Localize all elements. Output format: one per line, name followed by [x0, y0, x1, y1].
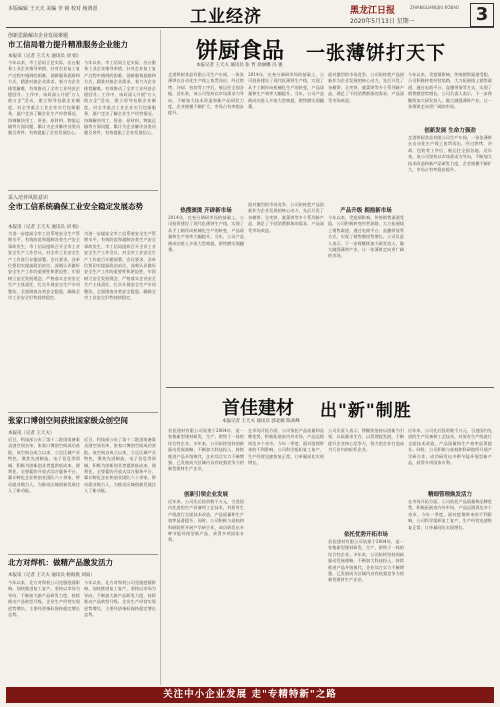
top-story-section-3: 创新发展 生命力强劲: [424, 128, 476, 134]
top-story-title-b: 一张薄饼打天下: [306, 42, 447, 64]
mid-rule: [166, 387, 494, 388]
article-2-kicker: 采入培养风险意识: [8, 195, 49, 201]
article-3-byline: 本报讯（记者 王天夫）: [8, 431, 55, 436]
top-story-section-2: 产品升级 拥抱新市场: [340, 208, 392, 214]
bottom-story-body-col-3: 公司负责人表示，将继续坚持以创新为引领，以质量求生存，以管理促发展，不断提升企业核心竞争力，努力把企业打造成为行业内的标杆企业。: [328, 428, 404, 453]
article-2-body-col-2: 为进一步提高全市工信系统安全生产管理水平，有效防范和遏制各类生产安全事故发生，市工信局组织召开全市工业安全生产工作会议，对全市工业安全生产工作进行专题部署。会议要求，各单位要切实提高政治站位，深刻认识做好安全生产工作的重要性和紧迫性，牢固树立安全发展理念，严格落实企业安全生产主体责任，扎实开展安全生产专项整治，全面排查各类安全隐患，确保全市工业安全形势持续稳定。: [84, 231, 156, 301]
article-1-body-col-1: 今年以来，市工信局立足实际，出台服务工业企业指导举措，针对企业复工复产过程中遇到的困难，创新服务思路和方式，精准对接企业需求，着力为企业排忧解难，有效推动了全市工业经济企稳回升。工作中，该局深入开展"万人助万企"活动，建立领导包联企业制度，对全市重点工业企业实行包保服务，逐户走访了解企业生产经营情况，协调解决用工、资金、原材料、物流运输等方面问题，累计为企业解决各类问题百余件，有效提振了企业发展信心。: [8, 60, 80, 136]
article-4-byline: 本报讯（记者 王天夫 通讯员 杨海燕 刘雨）: [8, 573, 95, 578]
header-rule: [6, 27, 494, 28]
article-4-title: 北方对焊机：做精产品激发活力: [8, 558, 113, 567]
top-story-body-col-3b: 今年以来，受疫情影响，传统销售渠道受阻，公司积极转变经营思路，大力拓展线上销售渠道，通过电商平台、直播带货等方式，实现了销售额逆势增长。公司负责人表示，下一步将继续加大研发投入，做大做强薄饼产业，让一张薄饼走向更广阔的市场。: [328, 215, 404, 259]
top-story-body-col-3: 面对激烈的市场竞争，公司始终把产品创新作为企业发展的核心动力，先后开发了杂粮饼、全麦饼、菠菜饼等多个系列新产品，满足了不同消费群体的需求，产品深受市场欢迎。: [328, 72, 404, 103]
newspaper-name: 黑龙江日报: [350, 6, 396, 16]
bottom-story-title-a: 首佳建材: [222, 398, 294, 419]
header-editor-info: 本版编辑 王天夫 美编 李 铭 校对 杨鸿恩: [8, 6, 98, 12]
article-1-body-col-2: 今年以来，市工信局立足实际，出台服务工业企业指导举措，针对企业复工复产过程中遇到的困难，创新服务思路和方式，精准对接企业需求，着力为企业排忧解难，有效推动了全市工业经济企稳回升。工作中，该局深入开展"万人助万企"活动，建立领导包联企业制度，对全市重点工业企业实行包保服务，逐户走访了解企业生产经营情况，协调解决用工、资金、原材料、物流运输等方面问题，累计为企业解决各类问题百余件，有效提振了企业发展信心。: [84, 60, 156, 136]
article-3-body-col-2: 近日，科技部公布了第十二批国家备案众创空间名单，张家口博创空间成功获批。该空间自成立以来，立足区域产业特色，聚焦先进制造、电子信息等领域，积极为创新创业者提供低成本、便利化、全要素的开放式综合服务平台，累计孵化企业和创业团队六十余家，带动就业数百人，为推动区域创新发展注入了新动能。: [84, 437, 156, 494]
bottom-story-section-2: 依托优势开拓市场: [343, 532, 388, 538]
divider-a2: [8, 412, 158, 413]
article-1-byline: 本报讯（记者 王天夫 通讯员 刘 娟）: [8, 54, 82, 59]
top-story-body-col-4a: 今年以来，受疫情影响，传统销售渠道受阻，公司积极转变经营思路，大力拓展线上销售渠道，通过电商平台、直播带货等方式，实现了销售额逆势增长。公司负责人表示，下一步将继续加大研发投入，做大做强薄饼产业，让一张薄饼走向更广阔的市场。: [408, 72, 492, 110]
top-story-byline: 本报记者 王天夫 通讯员 张 哲 徐丽娜 冯 强: [196, 63, 283, 68]
article-3-title: 张家口博创空间获批国家级众创空间: [8, 416, 128, 425]
bottom-story-section-3: 精细管理焕发活力: [427, 492, 472, 498]
top-story-body-col-1b: 2014年，在充分调研市场的基础上，公司投资建设了现代化薄饼生产线，实现了从手工制作向机械化生产的转变，产品质量和生产效率大幅提升。当年，公司产品便成功进入多家大型商超，销售额实现翻番。: [168, 215, 244, 253]
divider-a1: [8, 190, 158, 191]
bottom-story-byline: 本报记者 王天夫 通讯员 郭北雁 陈高峰: [222, 419, 300, 424]
top-story-title-a: 饼厨食品: [196, 39, 285, 64]
section-title: 工业经济: [190, 7, 262, 27]
bottom-story-body-col-4b: 在市场开拓方面，公司依托产品质量和品牌优势，积极拓展省内外市场，产品远销周边多个省市。今年一季度，面对疫情带来的不利影响，公司科学组织复工复产，生产经营迅速恢复正常，订单量同比实现增长。: [408, 499, 492, 530]
article-2-body-col-1: 为进一步提高全市工信系统安全生产管理水平，有效防范和遏制各类生产安全事故发生，市工信局组织召开全市工业安全生产工作会议，对全市工业安全生产工作进行专题部署。会议要求，各单位要切实提高政治站位，深刻认识做好安全生产工作的重要性和紧迫性，牢固树立安全发展理念，严格落实企业安全生产主体责任，扎实开展安全生产专项整治，全面排查各类安全隐患，确保全市工业安全形势持续稳定。: [8, 231, 80, 301]
bottom-story-body-col-4: 近年来，公司先后投资数千万元，引进国内先进的生产设备和工艺技术，对原有生产线进行全面技术改造，产品质量和生产效率显著提升。同时，公司积极与高校和科研院所开展产学研合作，成功研发出多种节能环保型新产品，获得多项国家专利。: [408, 428, 492, 466]
bottom-story-body-col-2: 在市场开拓方面，公司依托产品质量和品牌优势，积极拓展省内外市场，产品远销周边多个省市。今年一季度，面对疫情带来的不利影响，公司科学组织复工复产，生产经营迅速恢复正常，订单量同比实现增长。: [248, 428, 324, 466]
bottom-story-title-b: 出"新"制胜: [320, 401, 412, 421]
issue-date: 2020年5月13日 星期一: [350, 18, 415, 25]
article-3-body-col-1: 近日，科技部公布了第十二批国家备案众创空间名单，张家口博创空间成功获批。该空间自成立以来，立足区域产业特色，聚焦先进制造、电子信息等领域，积极为创新创业者提供低成本、便利化、全要素的开放式综合服务平台，累计孵化企业和创业团队六十余家，带动就业数百人，为推动区域创新发展注入了新动能。: [8, 437, 80, 494]
bottom-story-body-col-1: 首佳建材有限公司始建于2004年，是一家集新型建材研发、生产、销售于一体的综合性企业。多年来，公司始终坚持创新驱动发展战略，不断加大科技投入，持续推进产品升级换代，企业综合实力不断增强，已发展成为区域内具有较强竞争力的新型建材生产企业。: [168, 428, 244, 472]
page-number: 3: [470, 3, 494, 27]
article-2-title: 全市工信系统确保工业安全稳定发展态势: [8, 202, 143, 211]
top-story-body-col-1: 走进饼厨食品有限公司生产车间，一张张薄饼在自动化生产线上鱼贯而出，经过烘烤、冷却、包装等工序后，被运往全国各地。近年来，该公司坚持以市场需求为导向，不断加大技术改造和新产品研发力度，企业规模不断扩大，市场占有率稳步提升。: [168, 72, 244, 116]
top-story-section-1: 热搜滚烫 开辟新市场: [180, 208, 232, 214]
divider-a3: [8, 554, 158, 555]
footer-banner: 关注中小企业发展 走"专精特新"之路: [6, 687, 494, 703]
bottom-story-body-col-1b: 近年来，公司先后投资数千万元，引进国内先进的生产设备和工艺技术，对原有生产线进行全面技术改造，产品质量和生产效率显著提升。同时，公司积极与高校和科研院所开展产学研合作，成功研发出多种节能环保型新产品，获得多项国家专利。: [168, 499, 244, 543]
article-1-kicker: 创新思路解决企业发展难题: [8, 33, 69, 39]
bottom-story-section-1: 创新引领企业发展: [183, 492, 228, 498]
bottom-story-body-col-3b: 首佳建材有限公司始建于2004年，是一家集新型建材研发、生产、销售于一体的综合性企业。多年来，公司始终坚持创新驱动发展战略，不断加大科技投入，持续推进产品升级换代，企业综合实力不断增强，已发展成为区域内具有较强竞争力的新型建材生产企业。: [328, 539, 404, 583]
article-2-byline: 本报讯（记者 王天夫 通讯员 刘 娟）: [8, 225, 82, 230]
top-story-body-col-2b: 面对激烈的市场竞争，公司始终把产品创新作为企业发展的核心动力，先后开发了杂粮饼、全麦饼、菠菜饼等多个系列新产品，满足了不同消费群体的需求，产品深受市场欢迎。: [248, 202, 324, 233]
article-4-body-col-1: 今年以来，北方对焊机公司克服疫情影响，加快推进复工复产，坚持以市场为导向，不断加大新产品研发力度，持续推动产品转型升级，企业生产经营实现逆势增长，主要经济指标保持稳定增长态势。: [8, 580, 80, 618]
article-1-title: 市工信局着力提升精准服务企业能力: [8, 40, 128, 49]
newspaper-pinyin: ZHIANGLIANGJIU ROBAO: [410, 5, 460, 10]
top-story-body-col-2: 2014年，在充分调研市场的基础上，公司投资建设了现代化薄饼生产线，实现了从手工制作向机械化生产的转变，产品质量和生产效率大幅提升。当年，公司产品便成功进入多家大型商超，销售额实现翻番。: [248, 72, 324, 110]
left-column-divider: [160, 30, 161, 685]
article-4-body-col-2: 今年以来，北方对焊机公司克服疫情影响，加快推进复工复产，坚持以市场为导向，不断加大新产品研发力度，持续推动产品转型升级，企业生产经营实现逆势增长，主要经济指标保持稳定增长态势。: [84, 580, 156, 618]
top-story-body-col-4b: 走进饼厨食品有限公司生产车间，一张张薄饼在自动化生产线上鱼贯而出，经过烘烤、冷却、包装等工序后，被运往全国各地。近年来，该公司坚持以市场需求为导向，不断加大技术改造和新产品研发力度，企业规模不断扩大，市场占有率稳步提升。: [408, 135, 492, 173]
